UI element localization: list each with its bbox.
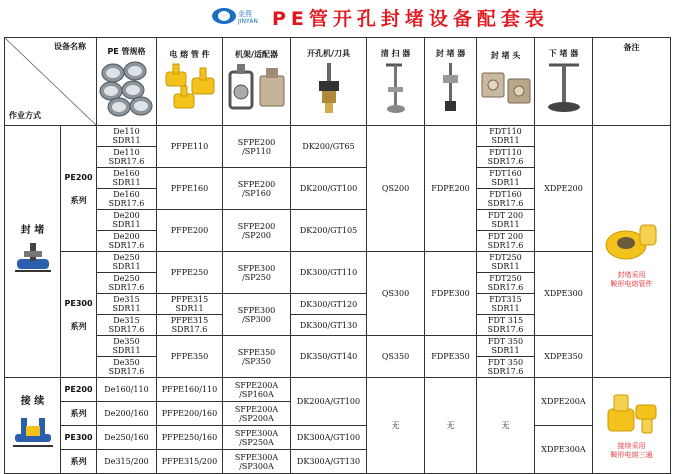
spec-cell: De315/200 (97, 450, 157, 474)
cutter-cell: DK200/GT65 (291, 126, 367, 168)
spec-cell: De315 SDR11 (97, 294, 157, 315)
cutter-cell: DK300/GT120 (291, 294, 367, 315)
plug-head-cell: FDT250 SDR17.6 (477, 273, 535, 294)
fitting-cell: PFPE160/110 (157, 378, 223, 402)
spec-cell: De350 SDR11 (97, 336, 157, 357)
cleaner-cell: QS300 (367, 252, 425, 336)
plug-head-cell: FDT160 SDR17.6 (477, 189, 535, 210)
frame-cell: SFPE200A /SP160A (223, 378, 291, 402)
fitting-cell: PFPE110 (157, 126, 223, 168)
col-cleaner (367, 38, 425, 126)
fitting-cell: PFPE200 (157, 210, 223, 252)
cleaner-cell: QS350 (367, 336, 425, 378)
plugger-cell: FDPE200 (425, 126, 477, 252)
plug-head-cell: FDT160 SDR11 (477, 168, 535, 189)
col-lower (535, 38, 593, 126)
cutter-cell: DK350/GT140 (291, 336, 367, 378)
plug-head-cell: FDT110 SDR17.6 (477, 147, 535, 168)
col-fitting (157, 38, 223, 126)
col-frame (223, 38, 291, 126)
plug-head-none-cell: 无 (477, 378, 535, 474)
cutter-cell: DK300/GT110 (291, 252, 367, 294)
fitting-cell: PFPE315 SDR11 (157, 294, 223, 315)
spec-cell: De250 SDR11 (97, 252, 157, 273)
saddle-fitting-icon (602, 215, 662, 265)
pe200-series-cell (61, 126, 97, 252)
fitting-cell: PFPE200/160 (157, 402, 223, 426)
fitting-cell: PFPE315 SDR17.6 (157, 315, 223, 336)
cleaner-icon (376, 61, 416, 115)
col-label: 下 堵 器 (548, 48, 579, 58)
frame-cell: SFPE300A /SP300A (223, 450, 291, 474)
frame-cell: SFPE200A /SP200A (223, 402, 291, 426)
sub-series-cell (61, 402, 97, 426)
spec-cell: De315 SDR17.6 (97, 315, 157, 336)
col-label: 开孔机/刀具 (307, 48, 350, 58)
lower-cell: XDPE300 (535, 252, 593, 336)
pe200-label: PE200 (64, 385, 93, 394)
plugger-icon (431, 61, 471, 115)
header (0, 0, 673, 36)
col-note (593, 38, 671, 126)
col-label: 电 熔 管 件 (169, 49, 210, 59)
spec-cell: De200 SDR11 (97, 210, 157, 231)
spec-cell: De160 SDR11 (97, 168, 157, 189)
frame-cell: SFPE200 /SP160 (223, 168, 291, 210)
plug-head-cell: FDT 200 SDR11 (477, 210, 535, 231)
pe300-label: PE300 (64, 433, 93, 442)
spec-cell: De350 SDR17.6 (97, 357, 157, 378)
lowering-tool-icon (541, 61, 587, 115)
logo-text-en: JINYAN (238, 18, 258, 25)
pe300-series-cell (61, 252, 97, 378)
pe300-label: PE300 (64, 298, 93, 308)
series-label: 系列 (70, 409, 87, 418)
block-note-cell (593, 126, 671, 378)
sub-pe200-cell (61, 378, 97, 402)
cutter-cell: DK300A/GT130 (291, 450, 367, 474)
lower-cell: XDPE200A (535, 378, 593, 426)
fitting-cell: PFPE315/200 (157, 450, 223, 474)
sub-pe300-cell (61, 426, 97, 450)
spec-cell: De160/110 (97, 378, 157, 402)
spec-cell: De250/160 (97, 426, 157, 450)
connect-note: 接续采用 鞍形电熔三通 (610, 442, 653, 459)
corner-cell (5, 38, 97, 126)
col-label: 封 堵 器 (435, 48, 466, 58)
plugger-none-cell: 无 (425, 378, 477, 474)
plugger-cell: FDPE300 (425, 252, 477, 336)
spec-cell: De200 SDR17.6 (97, 231, 157, 252)
col-pe-spec (97, 38, 157, 126)
plug-head-cell: FDT110 SDR11 (477, 126, 535, 147)
group-block-cell (5, 126, 61, 378)
corner-top-label: 设备名称 (54, 42, 86, 51)
fitting-cell: PFPE250/160 (157, 426, 223, 450)
plug-head-cell: FDT 350 SDR11 (477, 336, 535, 357)
frame-cell: SFPE300 /SP250 (223, 252, 291, 294)
plug-head-cell: FDT 350 SDR17.6 (477, 357, 535, 378)
spec-cell: De110 SDR11 (97, 126, 157, 147)
col-plug-head (477, 38, 535, 126)
pe200-label: PE200 (64, 172, 93, 182)
spec-cell: De200/160 (97, 402, 157, 426)
logo-icon (212, 8, 236, 24)
page-title: PE管开孔封堵设备配套表 (272, 8, 549, 30)
col-label: 封 堵 头 (490, 50, 521, 60)
col-label: 机架/适配器 (235, 49, 278, 59)
lower-cell: XDPE200 (535, 126, 593, 252)
plugger-cell: FDPE350 (425, 336, 477, 378)
connect-note-cell (593, 378, 671, 474)
fitting-cell: PFPE160 (157, 168, 223, 210)
cutter-cell: DK300A/GT100 (291, 426, 367, 450)
connecting-rig-icon (11, 412, 55, 452)
group-connect-cell (5, 378, 61, 474)
col-label: 备注 (623, 43, 640, 52)
frame-cell: SFPE200 /SP200 (223, 210, 291, 252)
plug-head-cell: FDT315 SDR11 (477, 294, 535, 315)
spec-cell: De110 SDR17.6 (97, 147, 157, 168)
col-plugger (425, 38, 477, 126)
electrofusion-fitting-icon (160, 62, 220, 114)
sub-series-cell (61, 450, 97, 474)
corner-bottom-label: 作业方式 (9, 111, 41, 120)
frame-cell: SFPE200 /SP110 (223, 126, 291, 168)
frame-cell: SFPE350 /SP350 (223, 336, 291, 378)
cutter-cell: DK200/GT105 (291, 210, 367, 252)
group-connect-label: 接 续 (20, 396, 45, 407)
group-block-label: 封 堵 (20, 225, 45, 236)
cutter-cell: DK200A/GT100 (291, 378, 367, 426)
spec-cell: De160 SDR17.6 (97, 189, 157, 210)
blocking-rig-icon (11, 241, 55, 275)
block-note: 封堵采用 鞍形电熔管件 (610, 270, 653, 288)
col-cutter (291, 38, 367, 126)
cutter-cell: DK200/GT100 (291, 168, 367, 210)
frame-cell: SFPE300A /SP250A (223, 426, 291, 450)
plug-head-cell: FDT250 SDR11 (477, 252, 535, 273)
saddle-tee-icon (602, 391, 662, 437)
spec-cell: De250 SDR17.6 (97, 273, 157, 294)
series-label: 系列 (70, 457, 87, 466)
equipment-table (4, 37, 671, 474)
tapping-machine-icon (309, 61, 349, 115)
series-label: 系列 (70, 321, 87, 331)
lower-cell: XDPE350 (535, 336, 593, 378)
logo-text-cn: 金燕 (238, 10, 252, 18)
cleaner-none-cell: 无 (367, 378, 425, 474)
frame-adapter-icon (226, 62, 288, 114)
fitting-cell: PFPE250 (157, 252, 223, 294)
pe-pipes-icon (99, 59, 155, 117)
fitting-cell: PFPE350 (157, 336, 223, 378)
plug-head-icon (478, 63, 534, 113)
plug-head-cell: FDT 315 SDR17.6 (477, 315, 535, 336)
frame-cell: SFPE300 /SP300 (223, 294, 291, 336)
col-label: PE 管规格 (107, 46, 146, 56)
cutter-cell: DK300/GT130 (291, 315, 367, 336)
cleaner-cell: QS200 (367, 126, 425, 252)
lower-cell: XDPE300A (535, 426, 593, 474)
series-label: 系列 (70, 195, 87, 205)
plug-head-cell: FDT 200 SDR17.6 (477, 231, 535, 252)
col-label: 清 扫 器 (380, 48, 411, 58)
